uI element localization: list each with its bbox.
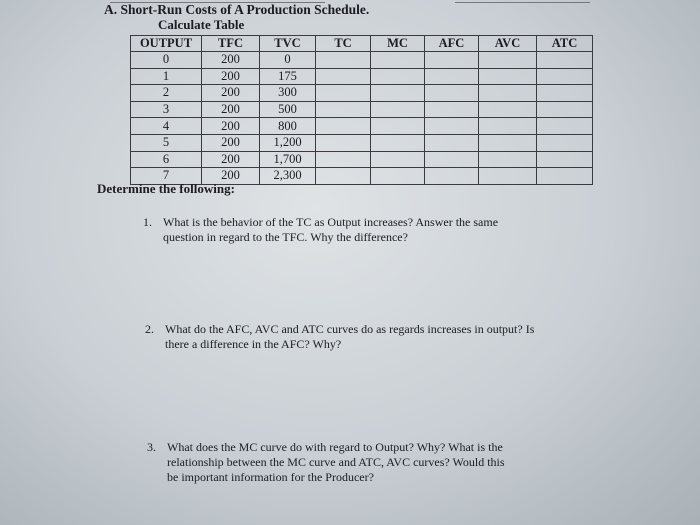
table-cell-avc <box>479 101 537 118</box>
question-number: 2. <box>145 322 154 336</box>
table-cell-tc <box>316 68 371 85</box>
table-cell-output: 5 <box>131 134 202 151</box>
table-cell-atc <box>537 118 593 135</box>
table-cell-avc <box>479 134 537 151</box>
column-header-mc: MC <box>371 36 425 52</box>
table-cell-afc <box>425 68 479 85</box>
table-cell-tvc: 300 <box>260 85 316 102</box>
question-text: relationship between the MC curve and ATC, AVC curves? Would this <box>167 455 505 469</box>
table-cell-afc <box>425 101 479 118</box>
table-cell-tfc: 200 <box>202 68 260 85</box>
column-header-afc: AFC <box>425 36 479 52</box>
table-cell-tfc: 200 <box>202 101 260 118</box>
table-cell-tc <box>316 151 371 168</box>
table-cell-afc <box>425 52 479 69</box>
table-cell-tfc: 200 <box>202 85 260 102</box>
page-title: A. Short-Run Costs of A Production Schedule. <box>104 2 370 17</box>
table-cell-tvc: 1,700 <box>260 151 316 168</box>
table-cell-tvc: 500 <box>260 101 316 118</box>
table-cell-tc <box>316 118 371 135</box>
table-row <box>131 118 593 135</box>
question-text: What is the behavior of the TC as Output increases? Answer the same <box>163 215 499 229</box>
question-text: question in regard to the TFC. Why the difference? <box>163 230 408 244</box>
question-text: there a difference in the AFC? Why? <box>165 337 342 351</box>
table-cell-tvc: 0 <box>260 52 316 69</box>
table-cell-atc <box>537 134 593 151</box>
table-row <box>131 134 593 151</box>
table-row <box>131 101 593 118</box>
table-cell-tc <box>316 101 371 118</box>
question-2 <box>145 322 585 352</box>
table-cell-avc <box>479 52 537 69</box>
table-cell-atc <box>537 52 593 69</box>
column-header-atc: ATC <box>537 36 593 52</box>
table-cell-atc <box>537 68 593 85</box>
table-cell-mc <box>371 134 425 151</box>
table-cell-mc <box>371 168 425 185</box>
table-cell-afc <box>425 118 479 135</box>
table-cell-afc <box>425 168 479 185</box>
table-cell-tvc: 2,300 <box>260 168 316 185</box>
top-rule-right <box>455 2 590 3</box>
table-cell-tfc: 200 <box>202 52 260 69</box>
question-number: 3. <box>147 440 156 454</box>
table-cell-tfc: 200 <box>202 118 260 135</box>
table-row <box>131 151 593 168</box>
table-cell-tfc: 200 <box>202 134 260 151</box>
column-header-tc: TC <box>316 36 371 52</box>
table-cell-afc <box>425 151 479 168</box>
table-cell-tc <box>316 85 371 102</box>
table-cell-afc <box>425 85 479 102</box>
table-cell-atc <box>537 101 593 118</box>
table-cell-afc <box>425 134 479 151</box>
table-header-row <box>131 36 593 52</box>
table-cell-tvc: 1,200 <box>260 134 316 151</box>
table-cell-atc <box>537 151 593 168</box>
question-number: 1. <box>143 215 152 229</box>
table-cell-tfc: 200 <box>202 168 260 185</box>
question-text: What do the AFC, AVC and ATC curves do as regards increases in output? Is <box>165 322 535 336</box>
table-cell-avc <box>479 118 537 135</box>
table-cell-mc <box>371 151 425 168</box>
table-cell-avc <box>479 68 537 85</box>
table-cell-tfc: 200 <box>202 151 260 168</box>
question-text: be important information for the Producer? <box>167 470 374 484</box>
table-cell-avc <box>479 151 537 168</box>
table-cell-avc <box>479 168 537 185</box>
table-cell-output: 2 <box>131 85 202 102</box>
table-cell-tc <box>316 168 371 185</box>
table-cell-mc <box>371 85 425 102</box>
section-heading: Determine the following: <box>97 181 235 196</box>
column-header-avc: AVC <box>479 36 537 52</box>
table-row <box>131 68 593 85</box>
table-cell-output: 4 <box>131 118 202 135</box>
table-cell-output: 3 <box>131 101 202 118</box>
table-cell-output: 7 <box>131 168 202 185</box>
question-3 <box>147 440 567 485</box>
table-cell-mc <box>371 118 425 135</box>
table-row <box>131 52 593 69</box>
table-cell-atc <box>537 168 593 185</box>
table-cell-avc <box>479 85 537 102</box>
table-cell-tvc: 175 <box>260 68 316 85</box>
table-cell-atc <box>537 85 593 102</box>
table-cell-output: 1 <box>131 68 202 85</box>
question-text: What does the MC curve do with regard to Output? Why? What is the <box>167 440 503 454</box>
table-cell-mc <box>371 101 425 118</box>
column-header-tfc: TFC <box>202 36 260 52</box>
table-cell-tc <box>316 134 371 151</box>
cost-table <box>130 35 593 185</box>
table-caption: Calculate Table <box>158 17 245 32</box>
table-cell-mc <box>371 68 425 85</box>
table-cell-tvc: 800 <box>260 118 316 135</box>
table-cell-tc <box>316 52 371 69</box>
table-cell-output: 6 <box>131 151 202 168</box>
table-cell-output: 0 <box>131 52 202 69</box>
table-row <box>131 85 593 102</box>
column-header-tvc: TVC <box>260 36 316 52</box>
question-1 <box>143 215 563 245</box>
column-header-output: OUTPUT <box>131 36 202 52</box>
table-cell-mc <box>371 52 425 69</box>
